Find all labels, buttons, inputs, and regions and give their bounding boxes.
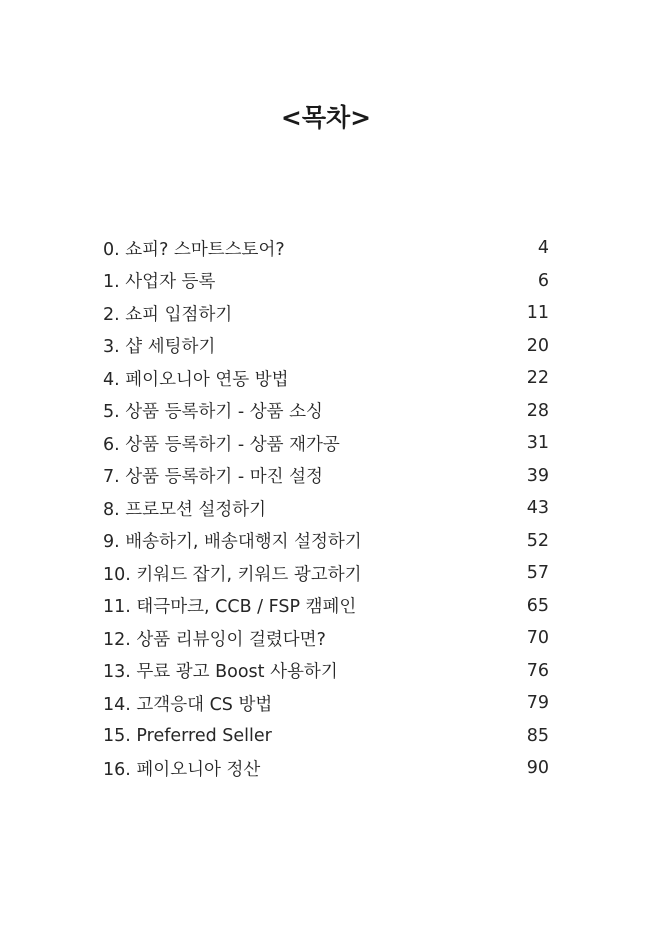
toc-entry xyxy=(103,460,549,493)
toc-entry xyxy=(103,622,549,655)
toc-entry-label: 3. 샵 세팅하기 xyxy=(103,337,216,358)
toc-entry xyxy=(103,557,549,590)
toc-entry-page: 79 xyxy=(526,693,549,714)
toc-entry-label: 7. 상품 등록하기 - 마진 설정 xyxy=(103,467,323,488)
toc-entry-page: 57 xyxy=(526,563,549,584)
toc-entry xyxy=(103,330,549,363)
toc-entry-page: 6 xyxy=(537,270,549,291)
toc-entry-page: 31 xyxy=(526,433,549,454)
toc-entry-label: 4. 페이오니아 연동 방법 xyxy=(103,369,289,390)
toc-entry-page: 28 xyxy=(526,400,549,421)
toc-entry-label: 0. 쇼피? 스마트스토어? xyxy=(103,239,285,260)
toc-entry xyxy=(103,395,549,428)
toc-entry-label: 16. 페이오니아 정산 xyxy=(103,759,261,780)
toc-entry-label: 6. 상품 등록하기 - 상품 재가공 xyxy=(103,434,340,455)
toc-entry-page: 4 xyxy=(537,238,549,259)
toc-entry-label: 14. 고객응대 CS 방법 xyxy=(103,694,273,715)
toc-entry-page: 11 xyxy=(526,303,549,324)
toc-entry xyxy=(103,427,549,460)
toc-entry-label: 11. 태극마크, CCB / FSP 캠페인 xyxy=(103,597,357,618)
toc-entry xyxy=(103,232,549,265)
toc-entry-label: 10. 키워드 잡기, 키워드 광고하기 xyxy=(103,564,362,585)
toc-entry-label: 9. 배송하기, 배송대행지 설정하기 xyxy=(103,532,362,553)
toc-entry-page: 90 xyxy=(526,758,549,779)
toc-entry-label: 2. 쇼피 입점하기 xyxy=(103,304,233,325)
toc-entry-label: 8. 프로모션 설정하기 xyxy=(103,499,267,520)
toc-entry-page: 65 xyxy=(526,595,549,616)
toc-entry-page: 39 xyxy=(526,465,549,486)
toc-entry-label: 15. Preferred Seller xyxy=(103,725,272,746)
toc-entry xyxy=(103,492,549,525)
toc-entry-page: 52 xyxy=(526,530,549,551)
toc-entry-label: 13. 무료 광고 Boost 사용하기 xyxy=(103,662,338,683)
toc-entry-label: 12. 상품 리뷰잉이 걸렸다면? xyxy=(103,629,326,650)
toc-entry xyxy=(103,687,549,720)
toc-entry-page: 70 xyxy=(526,628,549,649)
toc-entry xyxy=(103,720,549,753)
toc-entry xyxy=(103,362,549,395)
toc-entry xyxy=(103,265,549,298)
toc-entry-label: 1. 사업자 등록 xyxy=(103,272,216,293)
toc-entry-page: 20 xyxy=(526,335,549,356)
toc-entry xyxy=(103,297,549,330)
page-title: <목차> xyxy=(280,103,372,132)
toc-entry xyxy=(103,590,549,623)
toc-entry xyxy=(103,655,549,688)
table-of-contents xyxy=(103,232,549,785)
toc-entry xyxy=(103,525,549,558)
toc-entry-label: 5. 상품 등록하기 - 상품 소싱 xyxy=(103,402,323,423)
toc-entry-page: 76 xyxy=(526,660,549,681)
toc-entry xyxy=(103,752,549,785)
toc-entry-page: 85 xyxy=(526,725,549,746)
toc-entry-page: 22 xyxy=(526,368,549,389)
toc-entry-page: 43 xyxy=(526,498,549,519)
